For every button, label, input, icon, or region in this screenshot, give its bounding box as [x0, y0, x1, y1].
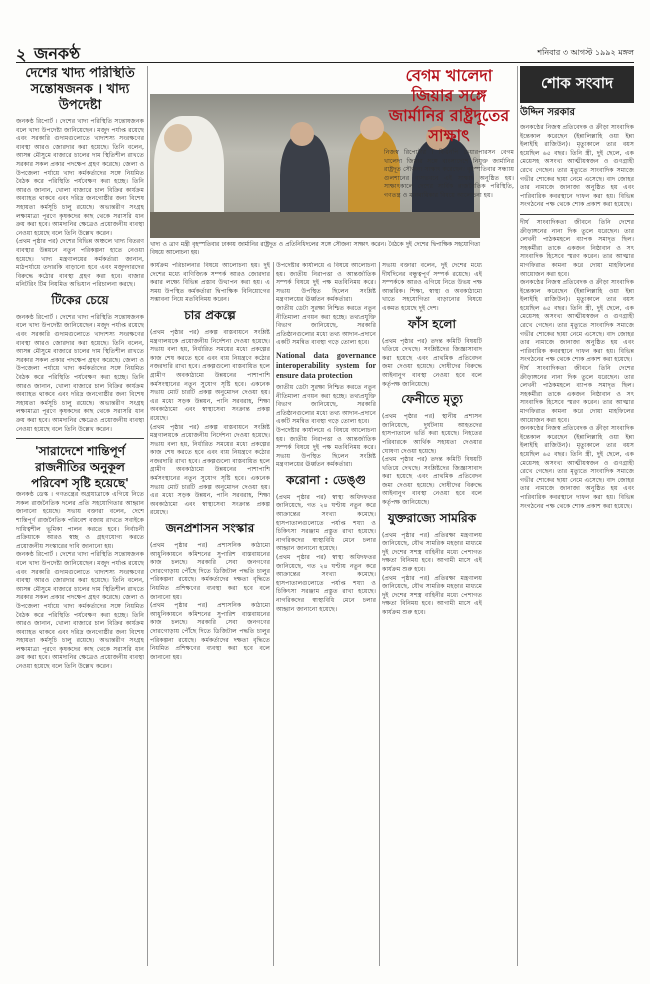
center-column: [150, 262, 270, 966]
mid3-column: [382, 262, 482, 966]
subhead-four-projects[interactable]: চার প্রকল্পে: [184, 307, 236, 322]
mid2-column: [276, 262, 376, 966]
english-headline[interactable]: National data governance interoperability system for ensure data protection: [276, 350, 376, 380]
obituary-body-3: জনকণ্ঠের নিজস্ব প্রতিবেদক ও ক্রীড়া সাংবাদিক ইন্তেকাল করেছেন (ইন্নালিল্লাহি ওয়া ইন্না ইলাইহি রাজিউন)। মৃত্যুকালে তার বয়স হয়েছিল ৬৫ বছর। তিনি স্ত্রী, দুই ছেলে, এক মেয়েসহ অসংখ্য আত্মীয়স্বজন ও গুণগ্রাহী রেখে গেছেন। তার মৃত্যুতে সাংবাদিক সমাজে গভীর শোকের ছায়া নেমে এসেছে। বাদ জোহর তার নামাজে জানাজা অনুষ্ঠিত হয় এবং পারিবারিক কবরস্থানে দাফন করা হয়। বিভিন্ন সংগঠনের পক্ষ থেকে শোক প্রকাশ করা হয়েছে।: [520, 279, 634, 364]
uk-military-body-cont: (প্রথম পৃষ্ঠার পর) প্রতিরক্ষা মন্ত্রণালয় জানিয়েছে, যৌথ সামরিক মহড়ার মাধ্যমে দুই দেশের সশস্ত্র বাহিনীর মধ্যে পেশাগত দক্ষতা বিনিময় হবে। আগামী মাসে এই কার্যক্রম শুরু হবে।: [382, 574, 482, 616]
obituary-header[interactable]: শোক সংবাদ: [520, 66, 634, 103]
subhead-uk-military[interactable]: যুক্তরাজ্যে সামরিক: [387, 510, 477, 525]
subhead-admin-reform[interactable]: জনপ্রশাসন সংস্কার: [165, 521, 255, 536]
left-column: [16, 66, 144, 966]
subhead-corona-dengue[interactable]: করোনা : ডেঙ্গু: [286, 472, 366, 487]
food-situation-body-cont: (প্রথম পৃষ্ঠার পর) দেশের বিভিন্ন অঞ্চলে খাদ্য বিতরণ ব্যবস্থার উন্নয়নে নতুন পরিকল্পনা হাতে নেওয়া হয়েছে। খাদ্য মন্ত্রণালয়ের কর্মকর্তারা জানান, মাঠপর্যায়ে তদারকি বাড়ানো হবে এবং মজুদদারদের বিরুদ্ধে কঠোর ব্যবস্থা গ্রহণ করা হবে। বাজার মনিটরিং টিম নিয়মিত অভিযান পরিচালনা করছে।: [16, 238, 144, 289]
obituary-body-1: জনকণ্ঠের নিজস্ব প্রতিবেদক ও ক্রীড়া সাংবাদিক ইন্তেকাল করেছেন (ইন্নালিল্লাহি ওয়া ইন্না ইলাইহি রাজিউন)। মৃত্যুকালে তার বয়স হয়েছিল ৬৫ বছর। তিনি স্ত্রী, দুই ছেলে, এক মেয়েসহ অসংখ্য আত্মীয়স্বজন ও গুণগ্রাহী রেখে গেছেন। তার মৃত্যুতে সাংবাদিক সমাজে গভীর শোকের ছায়া নেমে এসেছে। বাদ জোহর তার নামাজে জানাজা অনুষ্ঠিত হয় এবং পারিবারিক কবরস্থানে দাফন করা হয়। বিভিন্ন সংগঠনের পক্ষ থেকে শোক প্রকাশ করা হয়েছে।: [520, 124, 634, 209]
leaked-body: (প্রথম পৃষ্ঠার পর) তদন্ত কমিটি বিষয়টি খতিয়ে দেখছে। সংশ্লিষ্টদের জিজ্ঞাসাবাদ করা হয়েছে এবং প্রাথমিক প্রতিবেদন জমা দেওয়া হয়েছে। দোষীদের বিরুদ্ধে আইনানুগ ব্যবস্থা নেওয়া হবে বলে কর্তৃপক্ষ জানিয়েছে।: [382, 337, 482, 388]
obituary-body-5: জনকণ্ঠের নিজস্ব প্রতিবেদক ও ক্রীড়া সাংবাদিক ইন্তেকাল করেছেন (ইন্নালিল্লাহি ওয়া ইন্না ইলাইহি রাজিউন)। মৃত্যুকালে তার বয়স হয়েছিল ৬৫ বছর। তিনি স্ত্রী, দুই ছেলে, এক মেয়েসহ অসংখ্য আত্মীয়স্বজন ও গুণগ্রাহী রেখে গেছেন। তার মৃত্যুতে সাংবাদিক সমাজে গভীর শোকের ছায়া নেমে এসেছে। বাদ জোহর তার নামাজে জানাজা অনুষ্ঠিত হয় এবং পারিবারিক কবরস্থানে দাফন করা হয়। বিভিন্ন সংগঠনের পক্ষ থেকে শোক প্রকাশ করা হয়েছে।: [520, 425, 634, 510]
mid2-body-1b: জাতীয় ডেটা সুরক্ষা নিশ্চিত করতে নতুন নীতিমালা প্রণয়ন করা হচ্ছে। তথ্যপ্রযুক্তি বিভাগ জানিয়েছে, সরকারি প্রতিষ্ঠানগুলোর মধ্যে তথ্য আদান-প্রদানে একটি সমন্বিত ব্যবস্থা গড়ে তোলা হবে।: [276, 304, 376, 347]
mid2-body-1: উপদেষ্টার কার্যালয়ে এ বিষয়ে আলোচনা হয়। জাতীয় নিরাপত্তা ও আন্তর্জাতিক সম্পর্ক বিষয়ে দুই পক্ষ মতবিনিময় করে। সভায় উপস্থিত ছিলেন সংশ্লিষ্ট মন্ত্রণালয়ের ঊর্ধ্বতন কর্মকর্তারা।: [276, 262, 376, 304]
food-situation-body: জনকণ্ঠ রিপোর্ট । দেশের খাদ্য পরিস্থিতি সন্তোষজনক বলে খাদ্য উপদেষ্টা জানিয়েছেন। মজুদ পর্যাপ্ত রয়েছে এবং সরকারি গুদামগুলোতে খাদ্যশস্য সংরক্ষণের ব্যবস্থা আরও জোরদার করা হয়েছে। তিনি বলেন, আসন্ন মৌসুমে বাজারে চালের দাম স্থিতিশীল রাখতে সরকার সকল প্রকার পদক্ষেপ গ্রহণ করেছে। জেলা ও উপজেলা পর্যায়ে খাদ্য কর্মকর্তাদের সঙ্গে নিয়মিত বৈঠক করে পরিস্থিতি পর্যবেক্ষণ করা হচ্ছে। তিনি আরও জানান, খোলা বাজারে চাল বিক্রির কার্যক্রম অব্যাহত থাকবে এবং দরিদ্র জনগোষ্ঠীর জন্য বিশেষ সহায়তা কর্মসূচি চালু রয়েছে। অভ্যন্তরীণ সংগ্রহ লক্ষ্যমাত্রা পূরণে কৃষকদের কাছ থেকে সরাসরি ধান ক্রয় করা হবে। আমদানির ক্ষেত্রেও প্রয়োজনীয় ব্যবস্থা নেওয়া হয়েছে বলে তিনি উল্লেখ করেন।: [16, 118, 144, 237]
obituary-column: [520, 66, 634, 966]
corona-dengue-body-cont: (প্রথম পৃষ্ঠার পর) স্বাস্থ্য অধিদফতর জানিয়েছে, গত ২৪ ঘণ্টায় নতুন করে আক্রান্তের সংখ্যা কমেছে। হাসপাতালগুলোতে পর্যাপ্ত শয্যা ও চিকিৎসা সরঞ্জাম প্রস্তুত রাখা হয়েছে। নাগরিকদের স্বাস্থ্যবিধি মেনে চলার আহ্বান জানানো হয়েছে।: [276, 554, 376, 613]
mid3-body-1: সভায় বক্তারা বলেন, দুই দেশের মধ্যে দীর্ঘদিনের বন্ধুত্বপূর্ণ সম্পর্ক রয়েছে। এই সম্পর্ককে আরও এগিয়ে নিতে উভয় পক্ষ আন্তরিক। শিক্ষা, স্বাস্থ্য ও অবকাঠামো খাতে সহযোগিতা বাড়ানোর বিষয়ে একমত হয়েছে দুই দেশ।: [382, 262, 482, 312]
masthead: [16, 40, 634, 63]
obituary-body-2: দীর্ঘ সাংবাদিকতা জীবনে তিনি দেশের ক্রীড়াঙ্গনের নানা দিক তুলে ধরেছেন। তার লেখনী পাঠকমহলে ব্যাপক সমাদৃত ছিল। সহকর্মীরা তাকে একজন নিষ্ঠাবান ও সৎ সাংবাদিক হিসেবে স্মরণ করেন। তার আত্মার মাগফিরাত কামনা করে দোয়া মাহফিলের আয়োজন করা হবে।: [520, 218, 634, 278]
feni-death-body-cont: (প্রথম পৃষ্ঠার পর) তদন্ত কমিটি বিষয়টি খতিয়ে দেখছে। সংশ্লিষ্টদের জিজ্ঞাসাবাদ করা হয়েছে এবং প্রাথমিক প্রতিবেদন জমা দেওয়া হয়েছে। দোষীদের বিরুদ্ধে আইনানুগ ব্যবস্থা নেওয়া হবে বলে কর্তৃপক্ষ জানিয়েছে।: [382, 456, 482, 507]
photo-caption: খাদ্য ও ত্রাণ মন্ত্রী বৃহস্পতিবার ঢাকায় জার্মানির রাষ্ট্রদূত ও প্রতিনিধিদলের সঙ্গে সৌজন্য সাক্ষাৎ করেন। বৈঠকে দুই দেশের দ্বিপাক্ষিক সহযোগিতা বিষয়ে আলোচনা হয়।: [150, 242, 480, 256]
ticker-body: জনকণ্ঠ রিপোর্ট । দেশের খাদ্য পরিস্থিতি সন্তোষজনক বলে খাদ্য উপদেষ্টা জানিয়েছেন। মজুদ পর্যাপ্ত রয়েছে এবং সরকারি গুদামগুলোতে খাদ্যশস্য সংরক্ষণের ব্যবস্থা আরও জোরদার করা হয়েছে। তিনি বলেন, আসন্ন মৌসুমে বাজারে চালের দাম স্থিতিশীল রাখতে সরকার সকল প্রকার পদক্ষেপ গ্রহণ করেছে। জেলা ও উপজেলা পর্যায়ে খাদ্য কর্মকর্তাদের সঙ্গে নিয়মিত বৈঠক করে পরিস্থিতি পর্যবেক্ষণ করা হচ্ছে। তিনি আরও জানান, খোলা বাজারে চাল বিক্রির কার্যক্রম অব্যাহত থাকবে এবং দরিদ্র জনগোষ্ঠীর জন্য বিশেষ সহায়তা কর্মসূচি চালু রয়েছে। অভ্যন্তরীণ সংগ্রহ লক্ষ্যমাত্রা পূরণে কৃষকদের কাছ থেকে সরাসরি ধান ক্রয় করা হবে। আমদানির ক্ষেত্রেও প্রয়োজনীয় ব্যবস্থা নেওয়া হয়েছে বলে তিনি উল্লেখ করেন।: [16, 313, 144, 433]
mid2-body-2b: উপদেষ্টার কার্যালয়ে এ বিষয়ে আলোচনা হয়। জাতীয় নিরাপত্তা ও আন্তর্জাতিক সম্পর্ক বিষয়ে দুই পক্ষ মতবিনিময় করে। সভায় উপস্থিত ছিলেন সংশ্লিষ্ট মন্ত্রণালয়ের ঊর্ধ্বতন কর্মকর্তারা।: [276, 426, 376, 469]
page-number: ২: [16, 45, 27, 64]
center-body-1: কার্যক্রম পরিচালনার বিষয়ে আলোচনা হয়। দুই দেশের মধ্যে বাণিজ্যিক সম্পর্ক আরও জোরদার করার লক্ষ্যে বিভিন্ন প্রস্তাব উত্থাপন করা হয়। এ সময় উপস্থিত কর্মকর্তারা দ্বিপাক্ষিক বিনিয়োগের সম্ভাবনা নিয়ে মতবিনিময় করেন।: [150, 262, 270, 304]
headline-food-situation[interactable]: দেশের খাদ্য পরিস্থিতি সন্তোষজনক । খাদ্য উপদেষ্টা: [25, 66, 135, 113]
mid2-body-2: জাতীয় ডেটা সুরক্ষা নিশ্চিত করতে নতুন নীতিমালা প্রণয়ন করা হচ্ছে। তথ্যপ্রযুক্তি বিভাগ জানিয়েছে, সরকারি প্রতিষ্ঠানগুলোর মধ্যে তথ্য আদান-প্রদানে একটি সমন্বিত ব্যবস্থা গড়ে তোলা হবে।: [276, 383, 376, 426]
paper-name: জনকণ্ঠ: [34, 44, 81, 63]
subhead-ticker[interactable]: টিকের চেয়ে: [51, 292, 109, 307]
feni-death-body: (প্রথম পৃষ্ঠার পর) স্থানীয় প্রশাসন জানিয়েছে, দুর্ঘটনায় আহতদের হাসপাতালে ভর্তি করা হয়েছে। নিহতের পরিবারকে আর্থিক সহায়তা দেওয়ার ঘোষণা দেওয়া হয়েছে।: [382, 413, 482, 455]
peaceful-politics-body-cont: জনকণ্ঠ রিপোর্ট । দেশের খাদ্য পরিস্থিতি সন্তোষজনক বলে খাদ্য উপদেষ্টা জানিয়েছেন। মজুদ পর্যাপ্ত রয়েছে এবং সরকারি গুদামগুলোতে খাদ্যশস্য সংরক্ষণের ব্যবস্থা আরও জোরদার করা হয়েছে। তিনি বলেন, আসন্ন মৌসুমে বাজারে চালের দাম স্থিতিশীল রাখতে সরকার সকল প্রকার পদক্ষেপ গ্রহণ করেছে। জেলা ও উপজেলা পর্যায়ে খাদ্য কর্মকর্তাদের সঙ্গে নিয়মিত বৈঠক করে পরিস্থিতি পর্যবেক্ষণ করা হচ্ছে। তিনি আরও জানান, খোলা বাজারে চাল বিক্রির কার্যক্রম অব্যাহত থাকবে এবং দরিদ্র জনগোষ্ঠীর জন্য বিশেষ সহায়তা কর্মসূচি চালু রয়েছে। অভ্যন্তরীণ সংগ্রহ লক্ষ্যমাত্রা পূরণে কৃষকদের কাছ থেকে সরাসরি ধান ক্রয় করা হবে। আমদানির ক্ষেত্রেও প্রয়োজনীয় ব্যবস্থা নেওয়া হয়েছে বলে তিনি উল্লেখ করেন।: [16, 551, 144, 671]
uk-military-body: (প্রথম পৃষ্ঠার পর) প্রতিরক্ষা মন্ত্রণালয় জানিয়েছে, যৌথ সামরিক মহড়ার মাধ্যমে দুই দেশের সশস্ত্র বাহিনীর মধ্যে পেশাগত দক্ষতা বিনিময় হবে। আগামী মাসে এই কার্যক্রম শুরু হবে।: [382, 531, 482, 574]
issue-date: শনিবার ৩ আগস্ট ১৯৯২ মঙ্গল: [537, 48, 634, 57]
subhead-feni-death[interactable]: ফেনীতে মৃত্যু: [401, 392, 463, 407]
subhead-leaked[interactable]: ফাঁস হলো: [408, 316, 456, 331]
four-projects-body: (প্রথম পৃষ্ঠার পর) প্রকল্প বাস্তবায়নে সংশ্লিষ্ট মন্ত্রণালয়কে প্রয়োজনীয় নির্দেশনা দেওয়া হয়েছে। সভায় বলা হয়, নির্ধারিত সময়ের মধ্যে প্রকল্পের কাজ শেষ করতে হবে এবং ব্যয় নিয়ন্ত্রণে কঠোর নজরদারি রাখা হবে। প্রকল্পগুলো বাস্তবায়িত হলে গ্রামীণ অবকাঠামো উন্নয়নের পাশাপাশি কর্মসংস্থানের নতুন সুযোগ সৃষ্টি হবে। একনেক সভায় মোট চারটি প্রকল্প অনুমোদন দেওয়া হয়। এর মধ্যে সড়ক উন্নয়ন, পানি সরবরাহ, শিক্ষা অবকাঠামো এবং স্বাস্থ্যসেবা সংক্রান্ত প্রকল্প রয়েছে।: [150, 328, 270, 422]
corona-dengue-body: (প্রথম পৃষ্ঠার পর) স্বাস্থ্য অধিদফতর জানিয়েছে, গত ২৪ ঘণ্টায় নতুন করে আক্রান্তের সংখ্যা কমেছে। হাসপাতালগুলোতে পর্যাপ্ত শয্যা ও চিকিৎসা সরঞ্জাম প্রস্তুত রাখা হয়েছে। নাগরিকদের স্বাস্থ্যবিধি মেনে চলার আহ্বান জানানো হয়েছে।: [276, 493, 376, 553]
headline-khaleda-zia[interactable]: বেগম খালেদা জিয়ার সঙ্গে জার্মানির রাষ্ট্রদূতের সাক্ষাৎ: [388, 66, 510, 145]
obituary-subheader: উদ্দিন সরকার: [520, 107, 576, 118]
four-projects-body-cont: (প্রথম পৃষ্ঠার পর) প্রকল্প বাস্তবায়নে সংশ্লিষ্ট মন্ত্রণালয়কে প্রয়োজনীয় নির্দেশনা দেওয়া হয়েছে। সভায় বলা হয়, নির্ধারিত সময়ের মধ্যে প্রকল্পের কাজ শেষ করতে হবে এবং ব্যয় নিয়ন্ত্রণে কঠোর নজরদারি রাখা হবে। প্রকল্পগুলো বাস্তবায়িত হলে গ্রামীণ অবকাঠামো উন্নয়নের পাশাপাশি কর্মসংস্থানের নতুন সুযোগ সৃষ্টি হবে। একনেক সভায় মোট চারটি প্রকল্প অনুমোদন দেওয়া হয়। এর মধ্যে সড়ক উন্নয়ন, পানি সরবরাহ, শিক্ষা অবকাঠামো এবং স্বাস্থ্যসেবা সংক্রান্ত প্রকল্প রয়েছে।: [150, 423, 270, 517]
khaleda-story-body-1: নিজস্ব রিপোর্টার । বিএনপি চেয়ারপারসন বেগম খালেদা জিয়ার সঙ্গে বাংলাদেশে নিযুক্ত জার্মানির রাষ্ট্রদূত সৌজন্য সাক্ষাৎ করেছেন। বৃহস্পতিবার সন্ধ্যায় গুলশানের বাসভবনে এই সাক্ষাৎ অনুষ্ঠিত হয়। সাক্ষাৎকালে দেশের সার্বিক রাজনৈতিক পরিস্থিতি, গণতন্ত্র ও মানবাধিকার বিষয়ে আলোচনা হয়।: [384, 149, 514, 199]
headline-peaceful-politics[interactable]: 'সারাদেশে শান্তিপূর্ণ রাজনীতির অনুকূল পরিবেশ সৃষ্টি হয়েছে': [31, 444, 129, 491]
khaleda-story-top: [384, 66, 514, 256]
peaceful-politics-body: জনকণ্ঠ ডেস্ক । গণতন্ত্রের অগ্রযাত্রাকে এগিয়ে নিতে সকল রাজনৈতিক দলের প্রতি সহযোগিতার আহ্বান জানানো হয়েছে। সভায় বক্তারা বলেন, দেশে শান্তিপূর্ণ রাজনৈতিক পরিবেশ বজায় রাখতে সবাইকে দায়িত্বশীল ভূমিকা পালন করতে হবে। নির্বাচনী প্রক্রিয়াকে আরও স্বচ্ছ ও গ্রহণযোগ্য করতে প্রয়োজনীয় সংস্কারের দাবি জানানো হয়।: [16, 491, 144, 550]
admin-reform-body: (প্রথম পৃষ্ঠার পর) প্রশাসনিক কাঠামো আধুনিকায়নে কমিশনের সুপারিশ বাস্তবায়নের কাজ চলছে। সরকারি সেবা জনগণের দোরগোড়ায় পৌঁছে দিতে ডিজিটাল পদ্ধতি চালুর পরিকল্পনা রয়েছে। কর্মকর্তাদের দক্ষতা বৃদ্ধিতে নিয়মিত প্রশিক্ষণের ব্যবস্থা করা হবে বলে জানানো হয়।: [150, 542, 270, 601]
admin-reform-body-cont: (প্রথম পৃষ্ঠার পর) প্রশাসনিক কাঠামো আধুনিকায়নে কমিশনের সুপারিশ বাস্তবায়নের কাজ চলছে। সরকারি সেবা জনগণের দোরগোড়ায় পৌঁছে দিতে ডিজিটাল পদ্ধতি চালুর পরিকল্পনা রয়েছে। কর্মকর্তাদের দক্ষতা বৃদ্ধিতে নিয়মিত প্রশিক্ষণের ব্যবস্থা করা হবে বলে জানানো হয়।: [150, 602, 270, 661]
obituary-body-4: দীর্ঘ সাংবাদিকতা জীবনে তিনি দেশের ক্রীড়াঙ্গনের নানা দিক তুলে ধরেছেন। তার লেখনী পাঠকমহলে ব্যাপক সমাদৃত ছিল। সহকর্মীরা তাকে একজন নিষ্ঠাবান ও সৎ সাংবাদিক হিসেবে স্মরণ করেন। তার আত্মার মাগফিরাত কামনা করে দোয়া মাহফিলের আয়োজন করা হবে।: [520, 365, 634, 424]
